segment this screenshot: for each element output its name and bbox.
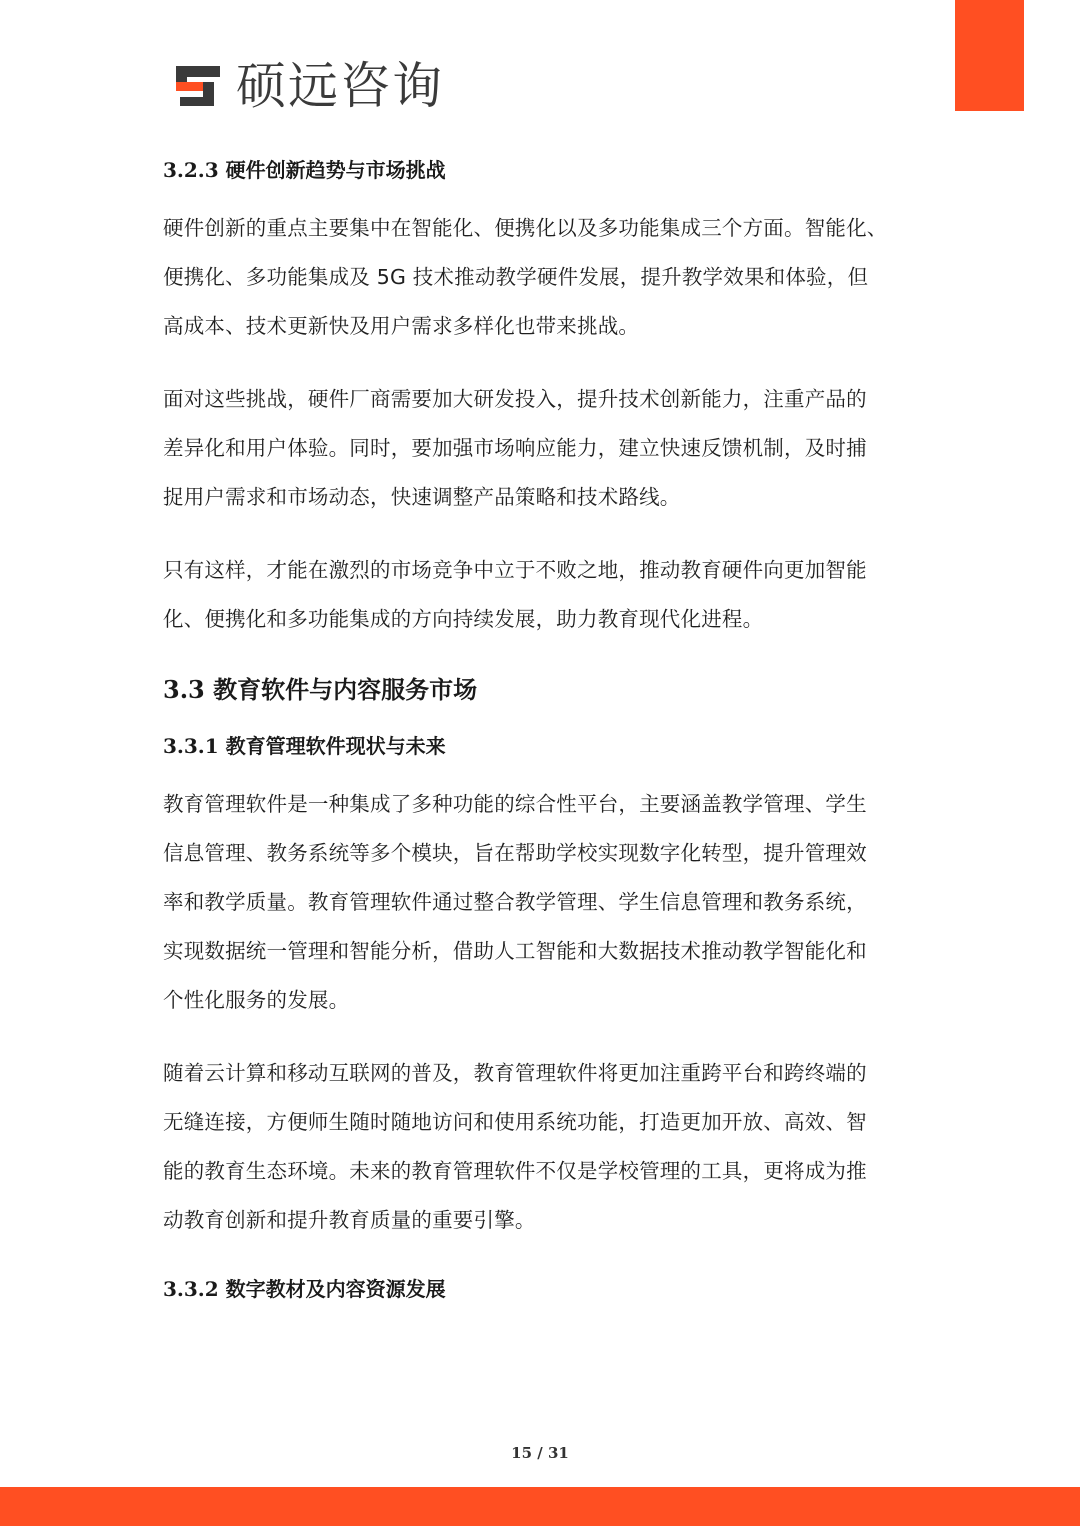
subsection-heading: 3.2.3 硬件创新趋势与市场挑战 <box>163 158 446 182</box>
section-heading: 3.3 教育软件与内容服务市场 <box>163 675 478 704</box>
paragraph-line: 率和教学质量。教育管理软件通过整合教学管理、学生信息管理和教务系统， <box>163 890 867 914</box>
document-body <box>163 150 923 1323</box>
top-accent-bar <box>955 0 1024 111</box>
paragraph <box>163 375 923 522</box>
paragraph-line: 个性化服务的发展。 <box>163 988 350 1012</box>
paragraph-line: 面对这些挑战，硬件厂商需要加大研发投入，提升技术创新能力，注重产品的 <box>163 387 867 411</box>
paragraph <box>163 204 923 351</box>
paragraph-line: 信息管理、教务系统等多个模块，旨在帮助学校实现数字化转型，提升管理效 <box>163 841 867 865</box>
bottom-accent-bar <box>0 1487 1080 1526</box>
brand-logo <box>176 58 444 114</box>
paragraph-line: 捉用户需求和市场动态，快速调整产品策略和技术路线。 <box>163 485 681 509</box>
paragraph-line: 化、便携化和多功能集成的方向持续发展，助力教育现代化进程。 <box>163 607 764 631</box>
paragraph-line: 只有这样，才能在激烈的市场竞争中立于不败之地，推动教育硬件向更加智能 <box>163 558 867 582</box>
paragraph-line: 动教育创新和提升教育质量的重要引擎。 <box>163 1208 536 1232</box>
paragraph-line: 能的教育生态环境。未来的教育管理软件不仅是学校管理的工具，更将成为推 <box>163 1159 867 1183</box>
paragraph-line: 无缝连接，方便师生随时随地访问和使用系统功能，打造更加开放、高效、智 <box>163 1110 867 1134</box>
brand-name: 硕远咨询 <box>236 57 444 115</box>
paragraph-line: 高成本、技术更新快及用户需求多样化也带来挑战。 <box>163 314 640 338</box>
subsection-heading: 3.3.2 数字教材及内容资源发展 <box>163 1277 446 1301</box>
paragraph-line: 随着云计算和移动互联网的普及，教育管理软件将更加注重跨平台和跨终端的 <box>163 1061 867 1085</box>
page-number: 15 / 31 <box>511 1444 569 1462</box>
paragraph <box>163 1049 923 1245</box>
paragraph <box>163 546 923 644</box>
paragraph-line: 硬件创新的重点主要集中在智能化、便携化以及多功能集成三个方面。智能化、 <box>163 216 888 240</box>
s-letter-logo-icon <box>176 62 224 110</box>
paragraph <box>163 780 923 1025</box>
paragraph-line: 便携化、多功能集成及 5G 技术推动教学硬件发展，提升教学效果和体验，但 <box>163 265 869 289</box>
subsection-heading: 3.3.1 教育管理软件现状与未来 <box>163 734 446 758</box>
paragraph-line: 教育管理软件是一种集成了多种功能的综合性平台，主要涵盖教学管理、学生 <box>163 792 867 816</box>
paragraph-line: 差异化和用户体验。同时，要加强市场响应能力，建立快速反馈机制，及时捕 <box>163 436 867 460</box>
paragraph-line: 实现数据统一管理和智能分析，借助人工智能和大数据技术推动教学智能化和 <box>163 939 867 963</box>
